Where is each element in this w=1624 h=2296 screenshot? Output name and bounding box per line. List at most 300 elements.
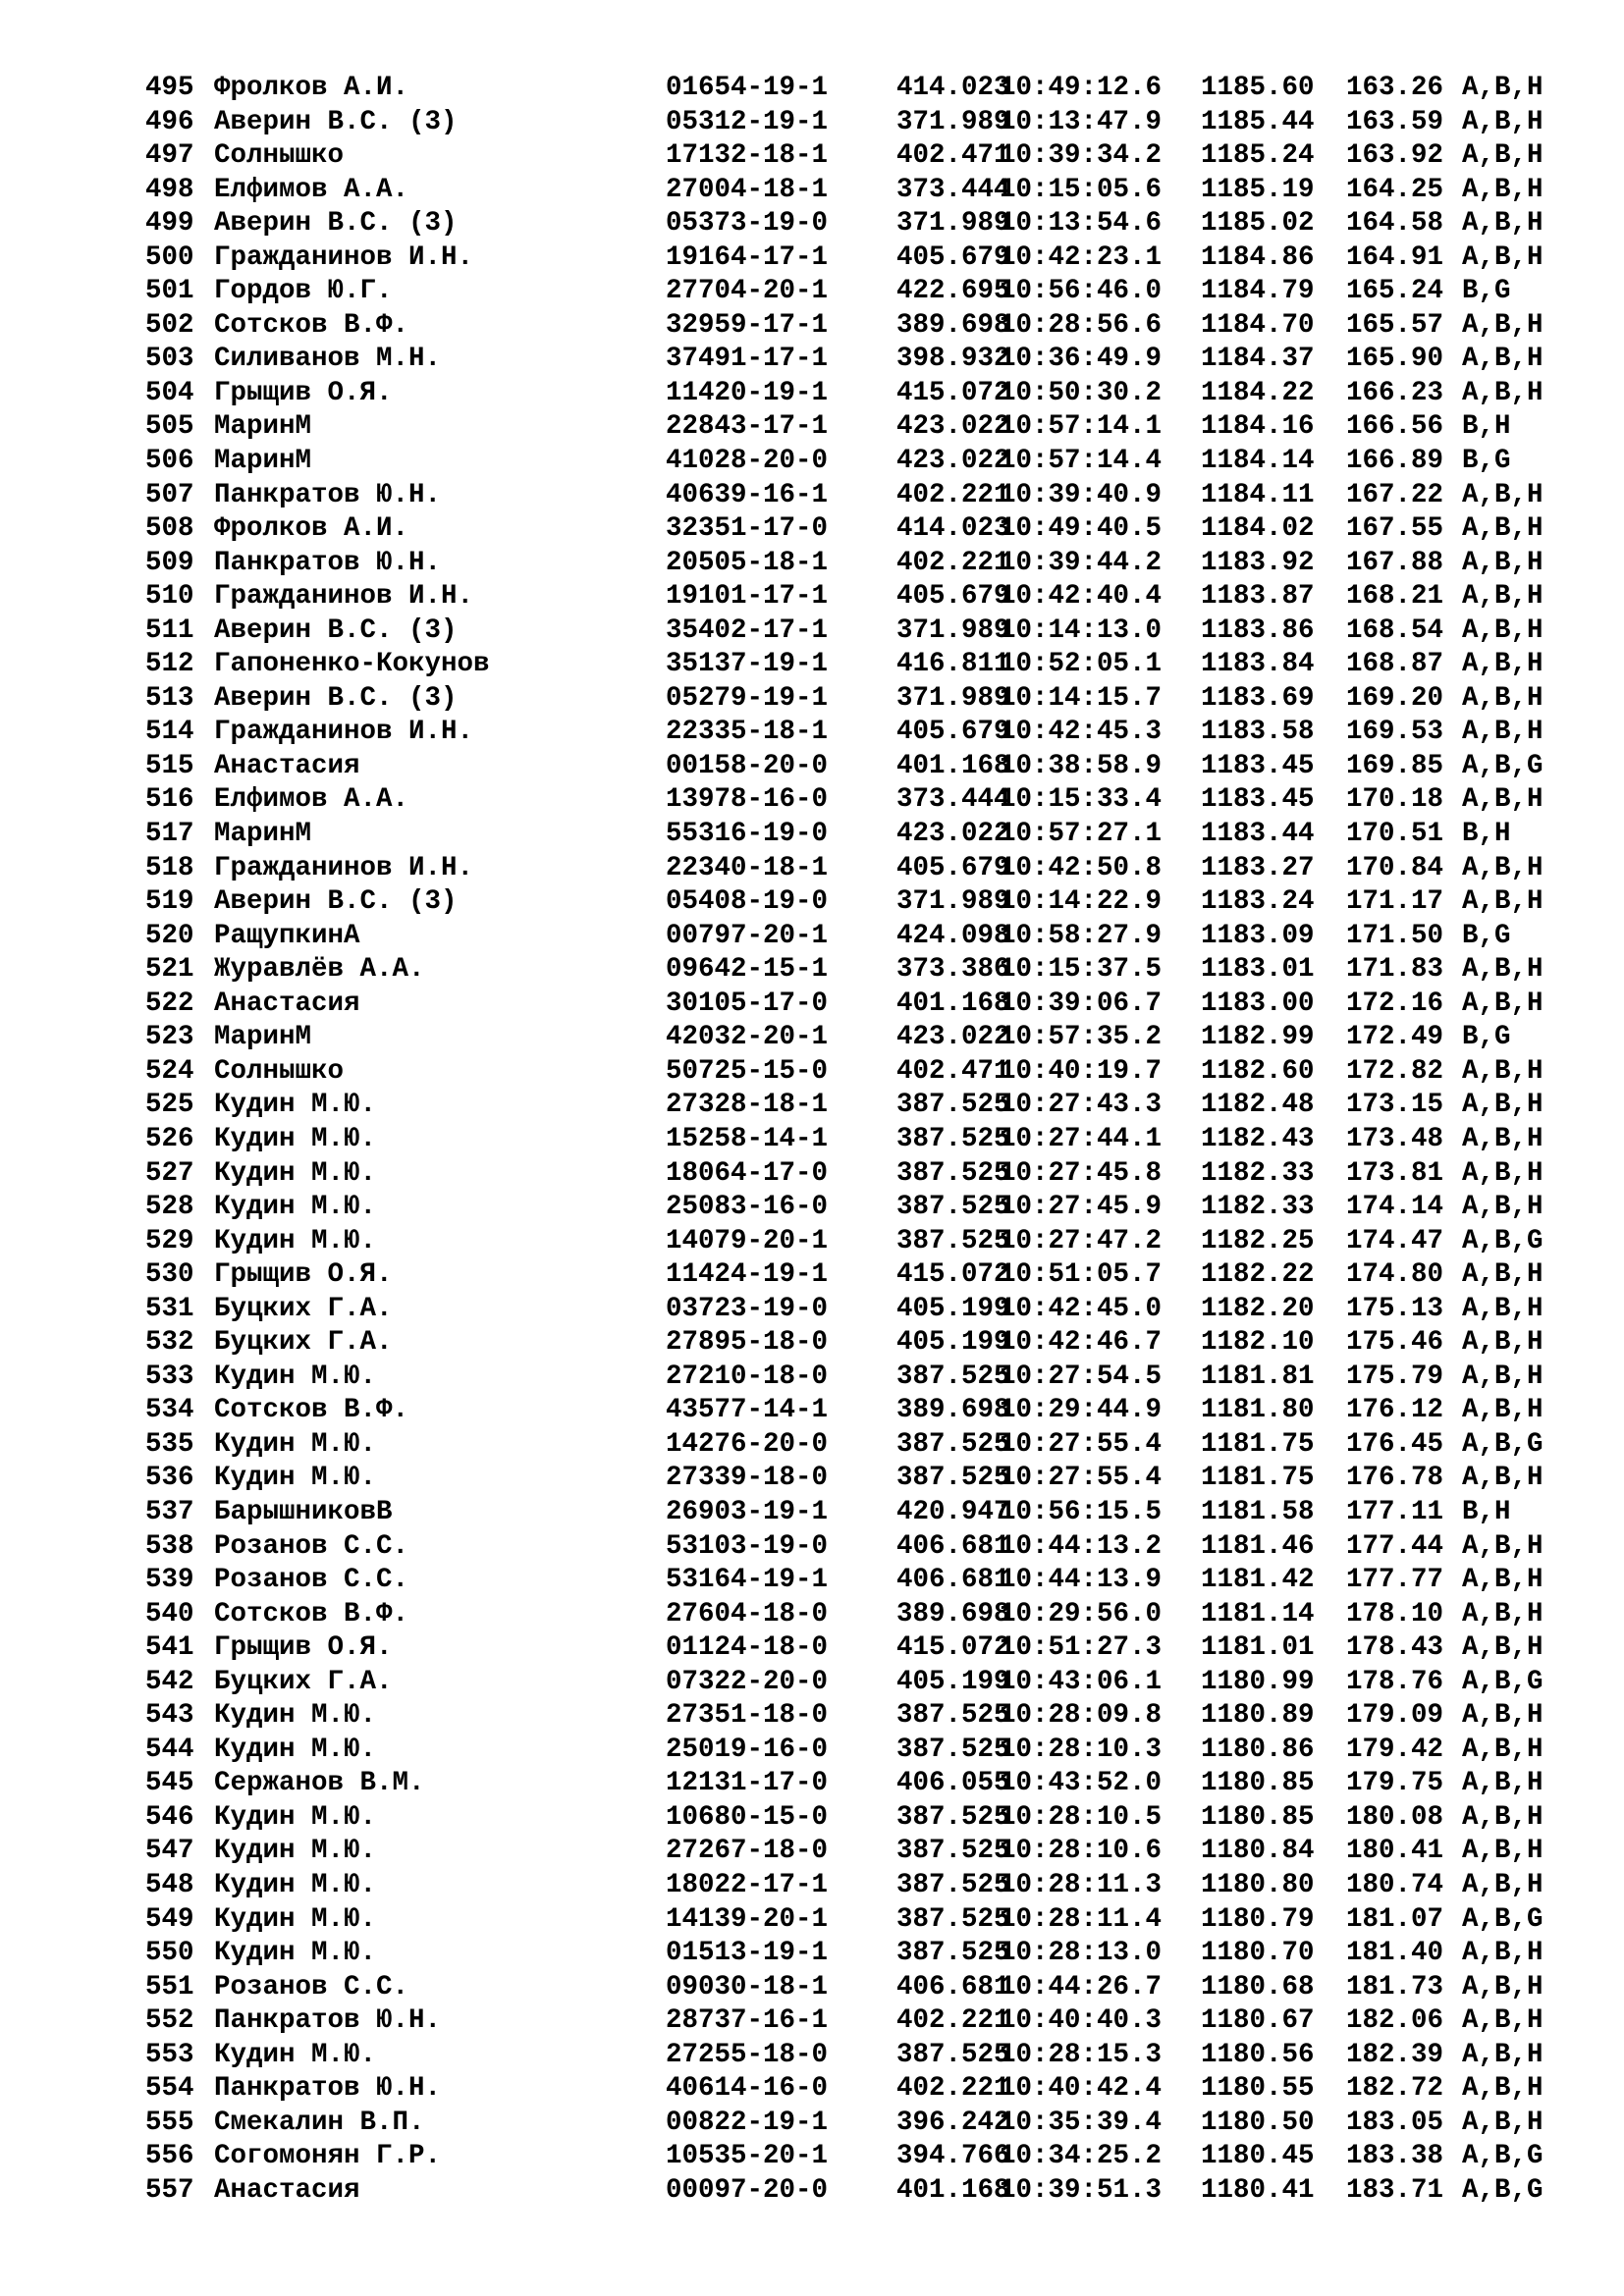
category-codes: A,B,H xyxy=(1462,1971,1543,2002)
fancier-name: Грыщив О.Я. xyxy=(214,1259,393,1291)
arrival-time: 10:42:45.0 xyxy=(1000,1293,1163,1324)
ring-number: 11420-19-1 xyxy=(666,377,829,408)
table-row xyxy=(145,716,1579,750)
ring-number: 05279-19-1 xyxy=(666,682,829,714)
arrival-time: 10:52:05.1 xyxy=(1000,649,1163,680)
ring-number: 11424-19-1 xyxy=(666,1259,829,1291)
points-value: 169.53 xyxy=(1346,717,1444,748)
table-row xyxy=(145,1801,1579,1836)
ring-number: 27004-18-1 xyxy=(666,174,829,205)
distance-value: 423.022 xyxy=(896,819,1010,850)
arrival-time: 10:27:44.1 xyxy=(1000,1123,1163,1154)
fancier-name: Солнышко xyxy=(214,1055,345,1087)
fancier-name: Панкратов Ю.Н. xyxy=(214,2005,442,2037)
distance-value: 387.525 xyxy=(896,1801,1010,1833)
distance-value: 387.525 xyxy=(896,1123,1010,1154)
arrival-time: 10:42:23.1 xyxy=(1000,241,1163,273)
distance-value: 402.471 xyxy=(896,140,1010,172)
row-number: 513 xyxy=(145,682,194,714)
category-codes: A,B,G xyxy=(1462,2174,1543,2206)
ring-number: 42032-20-1 xyxy=(666,1022,829,1053)
category-codes: A,B,H xyxy=(1462,1836,1543,1867)
row-number: 531 xyxy=(145,1293,194,1324)
table-row xyxy=(145,1293,1579,1327)
ring-number: 10680-15-0 xyxy=(666,1801,829,1833)
category-codes: A,B,H xyxy=(1462,717,1543,748)
points-value: 182.72 xyxy=(1346,2073,1444,2105)
distance-value: 423.022 xyxy=(896,1022,1010,1053)
distance-value: 406.681 xyxy=(896,1530,1010,1562)
arrival-time: 10:44:13.2 xyxy=(1000,1530,1163,1562)
arrival-time: 10:44:13.9 xyxy=(1000,1565,1163,1596)
category-codes: A,B,H xyxy=(1462,2107,1543,2138)
row-number: 496 xyxy=(145,106,194,137)
distance-value: 371.989 xyxy=(896,682,1010,714)
distance-value: 396.242 xyxy=(896,2107,1010,2138)
ring-number: 55316-19-0 xyxy=(666,819,829,850)
ring-number: 17132-18-1 xyxy=(666,140,829,172)
row-number: 550 xyxy=(145,1938,194,1969)
category-codes: A,B,H xyxy=(1462,2039,1543,2070)
points-value: 180.08 xyxy=(1346,1801,1444,1833)
ring-number: 27328-18-1 xyxy=(666,1090,829,1121)
ring-number: 27255-18-0 xyxy=(666,2039,829,2070)
speed-value: 1180.99 xyxy=(1201,1666,1315,1697)
category-codes: A,B,H xyxy=(1462,886,1543,918)
fancier-name: Кудин М.Ю. xyxy=(214,1463,377,1494)
arrival-time: 10:39:06.7 xyxy=(1000,988,1163,1019)
speed-value: 1182.20 xyxy=(1201,1293,1315,1324)
points-value: 178.43 xyxy=(1346,1632,1444,1664)
distance-value: 406.681 xyxy=(896,1565,1010,1596)
distance-value: 402.471 xyxy=(896,1055,1010,1087)
fancier-name: Кудин М.Ю. xyxy=(214,1157,377,1189)
ring-number: 27339-18-0 xyxy=(666,1463,829,1494)
points-value: 176.78 xyxy=(1346,1463,1444,1494)
ring-number: 09642-15-1 xyxy=(666,954,829,986)
fancier-name: Грыщив О.Я. xyxy=(214,1632,393,1664)
row-number: 532 xyxy=(145,1327,194,1359)
fancier-name: Сотсков В.Ф. xyxy=(214,309,409,341)
row-number: 512 xyxy=(145,649,194,680)
arrival-time: 10:29:44.9 xyxy=(1000,1395,1163,1426)
table-row xyxy=(145,343,1579,377)
category-codes: A,B,H xyxy=(1462,1293,1543,1324)
distance-value: 405.199 xyxy=(896,1293,1010,1324)
row-number: 502 xyxy=(145,309,194,341)
speed-value: 1183.01 xyxy=(1201,954,1315,986)
fancier-name: Согомонян Г.Р. xyxy=(214,2141,442,2172)
distance-value: 420.947 xyxy=(896,1496,1010,1527)
arrival-time: 10:28:10.3 xyxy=(1000,1734,1163,1765)
arrival-time: 10:39:51.3 xyxy=(1000,2174,1163,2206)
ring-number: 07322-20-0 xyxy=(666,1666,829,1697)
speed-value: 1180.68 xyxy=(1201,1971,1315,2002)
arrival-time: 10:42:40.4 xyxy=(1000,581,1163,613)
fancier-name: Кудин М.Ю. xyxy=(214,1734,377,1765)
speed-value: 1180.56 xyxy=(1201,2039,1315,2070)
row-number: 545 xyxy=(145,1768,194,1799)
table-row xyxy=(145,682,1579,717)
category-codes: B,G xyxy=(1462,920,1511,951)
points-value: 171.83 xyxy=(1346,954,1444,986)
ring-number: 18022-17-1 xyxy=(666,1869,829,1900)
fancier-name: Гражданинов И.Н. xyxy=(214,717,474,748)
arrival-time: 10:39:34.2 xyxy=(1000,140,1163,172)
fancier-name: Аверин В.С. (3) xyxy=(214,682,458,714)
row-number: 544 xyxy=(145,1734,194,1765)
category-codes: A,B,H xyxy=(1462,73,1543,103)
arrival-time: 10:56:46.0 xyxy=(1000,276,1163,307)
fancier-name: Аверин В.С. (3) xyxy=(214,886,458,918)
fancier-name: Сержанов В.М. xyxy=(214,1768,425,1799)
table-row xyxy=(145,1903,1579,1938)
table-row xyxy=(145,207,1579,241)
fancier-name: Кудин М.Ю. xyxy=(214,1428,377,1460)
row-number: 508 xyxy=(145,513,194,545)
row-number: 553 xyxy=(145,2039,194,2070)
table-row xyxy=(145,2004,1579,2039)
arrival-time: 10:27:55.4 xyxy=(1000,1463,1163,1494)
ring-number: 26903-19-1 xyxy=(666,1496,829,1527)
category-codes: A,B,H xyxy=(1462,309,1543,341)
points-value: 182.06 xyxy=(1346,2005,1444,2037)
arrival-time: 10:40:19.7 xyxy=(1000,1055,1163,1087)
fancier-name: Солнышко xyxy=(214,140,345,172)
speed-value: 1181.01 xyxy=(1201,1632,1315,1664)
points-value: 170.18 xyxy=(1346,784,1444,816)
speed-value: 1181.46 xyxy=(1201,1530,1315,1562)
fancier-name: Аверин В.С. (3) xyxy=(214,106,458,137)
ring-number: 01513-19-1 xyxy=(666,1938,829,1969)
fancier-name: Розанов С.С. xyxy=(214,1565,409,1596)
distance-value: 387.525 xyxy=(896,1428,1010,1460)
category-codes: A,B,H xyxy=(1462,208,1543,240)
ring-number: 28737-16-1 xyxy=(666,2005,829,2037)
category-codes: A,B,G xyxy=(1462,1666,1543,1697)
speed-value: 1180.67 xyxy=(1201,2005,1315,2037)
row-number: 557 xyxy=(145,2174,194,2206)
row-number: 536 xyxy=(145,1463,194,1494)
arrival-time: 10:57:14.1 xyxy=(1000,411,1163,443)
fancier-name: Кудин М.Ю. xyxy=(214,1090,377,1121)
table-row xyxy=(145,648,1579,682)
category-codes: A,B,H xyxy=(1462,1157,1543,1189)
points-value: 165.57 xyxy=(1346,309,1444,341)
row-number: 554 xyxy=(145,2073,194,2105)
arrival-time: 10:28:11.4 xyxy=(1000,1903,1163,1935)
arrival-time: 10:38:58.9 xyxy=(1000,750,1163,781)
results-table xyxy=(145,72,1579,2208)
fancier-name: Силиванов М.Н. xyxy=(214,344,442,375)
row-number: 521 xyxy=(145,954,194,986)
fancier-name: Сотсков В.Ф. xyxy=(214,1395,409,1426)
distance-value: 424.098 xyxy=(896,920,1010,951)
points-value: 177.11 xyxy=(1346,1496,1444,1527)
fancier-name: МаринМ xyxy=(214,446,312,477)
points-value: 181.40 xyxy=(1346,1938,1444,1969)
arrival-time: 10:28:10.5 xyxy=(1000,1801,1163,1833)
arrival-time: 10:13:47.9 xyxy=(1000,106,1163,137)
points-value: 180.74 xyxy=(1346,1869,1444,1900)
speed-value: 1184.86 xyxy=(1201,241,1315,273)
table-row xyxy=(145,1631,1579,1666)
table-row xyxy=(145,1699,1579,1734)
speed-value: 1180.50 xyxy=(1201,2107,1315,2138)
row-number: 525 xyxy=(145,1090,194,1121)
category-codes: A,B,H xyxy=(1462,241,1543,273)
points-value: 164.25 xyxy=(1346,174,1444,205)
ring-number: 12131-17-0 xyxy=(666,1768,829,1799)
points-value: 176.12 xyxy=(1346,1395,1444,1426)
ring-number: 43577-14-1 xyxy=(666,1395,829,1426)
speed-value: 1181.42 xyxy=(1201,1565,1315,1596)
ring-number: 00797-20-1 xyxy=(666,920,829,951)
distance-value: 387.525 xyxy=(896,1836,1010,1867)
row-number: 510 xyxy=(145,581,194,613)
distance-value: 373.444 xyxy=(896,784,1010,816)
distance-value: 415.072 xyxy=(896,1259,1010,1291)
row-number: 537 xyxy=(145,1496,194,1527)
ring-number: 40639-16-1 xyxy=(666,479,829,510)
category-codes: A,B,H xyxy=(1462,784,1543,816)
fancier-name: Фролков А.И. xyxy=(214,73,409,103)
table-row xyxy=(145,241,1579,276)
category-codes: A,B,H xyxy=(1462,344,1543,375)
speed-value: 1182.33 xyxy=(1201,1157,1315,1189)
row-number: 524 xyxy=(145,1055,194,1087)
arrival-time: 10:28:09.8 xyxy=(1000,1700,1163,1732)
table-row xyxy=(145,174,1579,208)
speed-value: 1180.41 xyxy=(1201,2174,1315,2206)
row-number: 495 xyxy=(145,73,194,103)
category-codes: A,B,G xyxy=(1462,1225,1543,1256)
arrival-time: 10:27:45.8 xyxy=(1000,1157,1163,1189)
distance-value: 387.525 xyxy=(896,1090,1010,1121)
arrival-time: 10:42:45.3 xyxy=(1000,717,1163,748)
arrival-time: 10:42:50.8 xyxy=(1000,852,1163,883)
category-codes: A,B,G xyxy=(1462,1428,1543,1460)
fancier-name: РащупкинА xyxy=(214,920,360,951)
table-row xyxy=(145,309,1579,344)
row-number: 523 xyxy=(145,1022,194,1053)
fancier-name: Гражданинов И.Н. xyxy=(214,581,474,613)
ring-number: 35137-19-1 xyxy=(666,649,829,680)
arrival-time: 10:14:13.0 xyxy=(1000,614,1163,646)
arrival-time: 10:14:22.9 xyxy=(1000,886,1163,918)
speed-value: 1183.27 xyxy=(1201,852,1315,883)
category-codes: A,B,H xyxy=(1462,1938,1543,1969)
points-value: 165.90 xyxy=(1346,344,1444,375)
speed-value: 1183.87 xyxy=(1201,581,1315,613)
table-row xyxy=(145,1191,1579,1225)
speed-value: 1180.85 xyxy=(1201,1768,1315,1799)
distance-value: 387.525 xyxy=(896,1869,1010,1900)
distance-value: 371.989 xyxy=(896,106,1010,137)
speed-value: 1185.19 xyxy=(1201,174,1315,205)
points-value: 165.24 xyxy=(1346,276,1444,307)
speed-value: 1182.10 xyxy=(1201,1327,1315,1359)
distance-value: 387.525 xyxy=(896,2039,1010,2070)
row-number: 501 xyxy=(145,276,194,307)
category-codes: A,B,H xyxy=(1462,1090,1543,1121)
ring-number: 22335-18-1 xyxy=(666,717,829,748)
ring-number: 22843-17-1 xyxy=(666,411,829,443)
points-value: 164.58 xyxy=(1346,208,1444,240)
speed-value: 1180.55 xyxy=(1201,2073,1315,2105)
fancier-name: Панкратов Ю.Н. xyxy=(214,479,442,510)
row-number: 498 xyxy=(145,174,194,205)
distance-value: 406.055 xyxy=(896,1768,1010,1799)
points-value: 166.56 xyxy=(1346,411,1444,443)
ring-number: 40614-16-0 xyxy=(666,2073,829,2105)
points-value: 174.14 xyxy=(1346,1192,1444,1223)
speed-value: 1183.09 xyxy=(1201,920,1315,951)
points-value: 175.79 xyxy=(1346,1361,1444,1392)
arrival-time: 10:51:27.3 xyxy=(1000,1632,1163,1664)
speed-value: 1183.00 xyxy=(1201,988,1315,1019)
row-number: 541 xyxy=(145,1632,194,1664)
ring-number: 53164-19-1 xyxy=(666,1565,829,1596)
table-row xyxy=(145,410,1579,445)
category-codes: A,B,G xyxy=(1462,1903,1543,1935)
distance-value: 401.168 xyxy=(896,750,1010,781)
distance-value: 394.766 xyxy=(896,2141,1010,2172)
distance-value: 423.022 xyxy=(896,446,1010,477)
fancier-name: Буцких Г.А. xyxy=(214,1327,393,1359)
points-value: 180.41 xyxy=(1346,1836,1444,1867)
ring-number: 32959-17-1 xyxy=(666,309,829,341)
distance-value: 387.525 xyxy=(896,1700,1010,1732)
speed-value: 1183.45 xyxy=(1201,750,1315,781)
ring-number: 05312-19-1 xyxy=(666,106,829,137)
category-codes: A,B,H xyxy=(1462,140,1543,172)
speed-value: 1185.24 xyxy=(1201,140,1315,172)
speed-value: 1182.33 xyxy=(1201,1192,1315,1223)
speed-value: 1183.45 xyxy=(1201,784,1315,816)
arrival-time: 10:40:40.3 xyxy=(1000,2005,1163,2037)
table-row xyxy=(145,1971,1579,2005)
distance-value: 387.525 xyxy=(896,1192,1010,1223)
table-row xyxy=(145,547,1579,581)
arrival-time: 10:49:12.6 xyxy=(1000,73,1163,103)
table-row xyxy=(145,750,1579,784)
points-value: 173.48 xyxy=(1346,1123,1444,1154)
distance-value: 387.525 xyxy=(896,1463,1010,1494)
row-number: 506 xyxy=(145,446,194,477)
ring-number: 00158-20-0 xyxy=(666,750,829,781)
points-value: 176.45 xyxy=(1346,1428,1444,1460)
speed-value: 1183.86 xyxy=(1201,614,1315,646)
row-number: 499 xyxy=(145,208,194,240)
row-number: 529 xyxy=(145,1225,194,1256)
points-value: 177.44 xyxy=(1346,1530,1444,1562)
points-value: 164.91 xyxy=(1346,241,1444,273)
ring-number: 32351-17-0 xyxy=(666,513,829,545)
row-number: 534 xyxy=(145,1395,194,1426)
row-number: 511 xyxy=(145,614,194,646)
table-row xyxy=(145,1258,1579,1293)
points-value: 169.85 xyxy=(1346,750,1444,781)
distance-value: 389.698 xyxy=(896,309,1010,341)
arrival-time: 10:28:11.3 xyxy=(1000,1869,1163,1900)
ring-number: 25019-16-0 xyxy=(666,1734,829,1765)
speed-value: 1181.58 xyxy=(1201,1496,1315,1527)
arrival-time: 10:14:15.7 xyxy=(1000,682,1163,714)
table-row xyxy=(145,1767,1579,1801)
table-row xyxy=(145,920,1579,954)
fancier-name: Гражданинов И.Н. xyxy=(214,852,474,883)
speed-value: 1181.75 xyxy=(1201,1463,1315,1494)
ring-number: 35402-17-1 xyxy=(666,614,829,646)
fancier-name: Кудин М.Ю. xyxy=(214,1938,377,1969)
category-codes: A,B,H xyxy=(1462,1192,1543,1223)
ring-number: 25083-16-0 xyxy=(666,1192,829,1223)
row-number: 509 xyxy=(145,547,194,578)
row-number: 500 xyxy=(145,241,194,273)
category-codes: A,B,H xyxy=(1462,2073,1543,2105)
table-row xyxy=(145,1496,1579,1530)
row-number: 547 xyxy=(145,1836,194,1867)
speed-value: 1185.02 xyxy=(1201,208,1315,240)
speed-value: 1184.16 xyxy=(1201,411,1315,443)
category-codes: B,H xyxy=(1462,1496,1511,1527)
points-value: 163.26 xyxy=(1346,73,1444,103)
speed-value: 1182.99 xyxy=(1201,1022,1315,1053)
arrival-time: 10:27:55.4 xyxy=(1000,1428,1163,1460)
arrival-time: 10:36:49.9 xyxy=(1000,344,1163,375)
ring-number: 10535-20-1 xyxy=(666,2141,829,2172)
distance-value: 405.199 xyxy=(896,1327,1010,1359)
category-codes: A,B,H xyxy=(1462,1700,1543,1732)
ring-number: 27267-18-0 xyxy=(666,1836,829,1867)
distance-value: 423.022 xyxy=(896,411,1010,443)
arrival-time: 10:51:05.7 xyxy=(1000,1259,1163,1291)
distance-value: 402.221 xyxy=(896,2005,1010,2037)
speed-value: 1180.70 xyxy=(1201,1938,1315,1969)
arrival-time: 10:58:27.9 xyxy=(1000,920,1163,951)
row-number: 539 xyxy=(145,1565,194,1596)
points-value: 178.10 xyxy=(1346,1598,1444,1629)
points-value: 163.59 xyxy=(1346,106,1444,137)
points-value: 181.73 xyxy=(1346,1971,1444,2002)
distance-value: 401.168 xyxy=(896,988,1010,1019)
fancier-name: Сотсков В.Ф. xyxy=(214,1598,409,1629)
speed-value: 1184.14 xyxy=(1201,446,1315,477)
points-value: 166.23 xyxy=(1346,377,1444,408)
category-codes: A,B,H xyxy=(1462,479,1543,510)
ring-number: 30105-17-0 xyxy=(666,988,829,1019)
distance-value: 422.695 xyxy=(896,276,1010,307)
row-number: 551 xyxy=(145,1971,194,2002)
category-codes: A,B,H xyxy=(1462,1768,1543,1799)
distance-value: 405.679 xyxy=(896,852,1010,883)
category-codes: A,B,H xyxy=(1462,1361,1543,1392)
table-row xyxy=(145,885,1579,920)
distance-value: 401.168 xyxy=(896,2174,1010,2206)
fancier-name: Кудин М.Ю. xyxy=(214,1700,377,1732)
fancier-name: Гордов Ю.Г. xyxy=(214,276,393,307)
category-codes: A,B,H xyxy=(1462,1463,1543,1494)
category-codes: B,H xyxy=(1462,411,1511,443)
arrival-time: 10:57:35.2 xyxy=(1000,1022,1163,1053)
category-codes: A,B,H xyxy=(1462,513,1543,545)
points-value: 166.89 xyxy=(1346,446,1444,477)
table-row xyxy=(145,479,1579,513)
distance-value: 398.932 xyxy=(896,344,1010,375)
arrival-time: 10:13:54.6 xyxy=(1000,208,1163,240)
points-value: 170.51 xyxy=(1346,819,1444,850)
